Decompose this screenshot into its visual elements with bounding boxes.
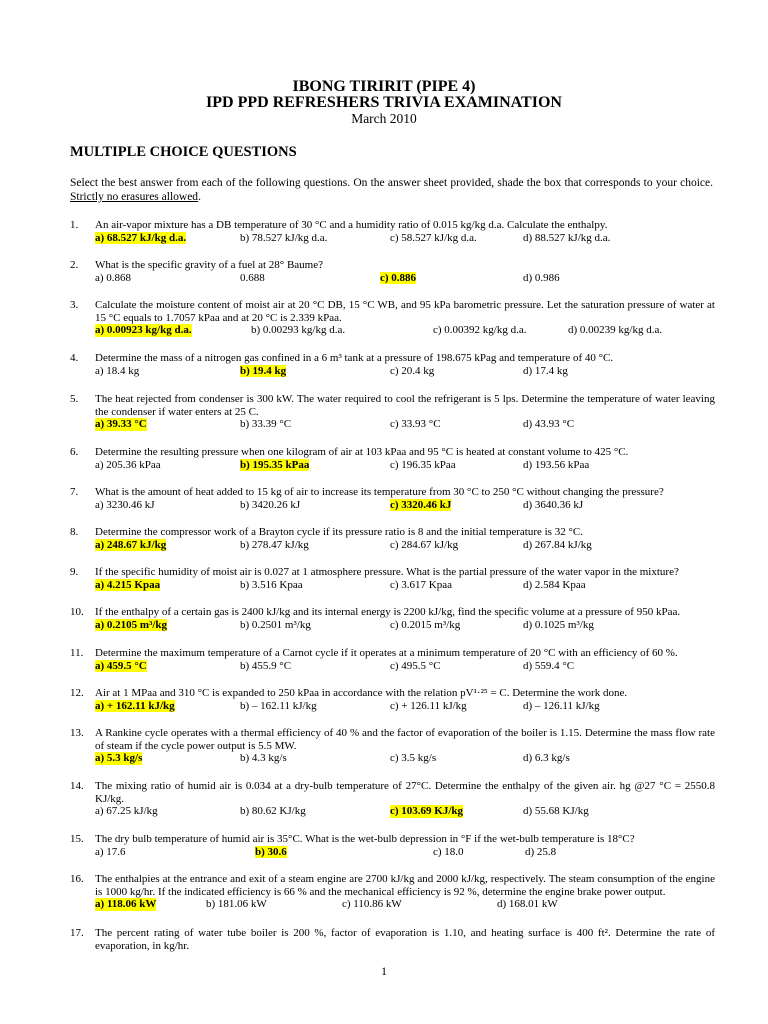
question-item bbox=[70, 780, 715, 818]
answer-choice: b) 0.00293 kg/kg d.a. bbox=[251, 324, 346, 337]
choice-row bbox=[95, 539, 715, 552]
answer-choice: a) 18.4 kg bbox=[95, 364, 140, 377]
answer-choice-highlighted: a) 5.3 kg/s bbox=[95, 752, 143, 765]
answer-choice-highlighted: c) 3320.46 kJ bbox=[390, 498, 452, 511]
answer-choice: b) – 162.11 kJ/kg bbox=[240, 699, 317, 712]
choice-row bbox=[95, 232, 715, 245]
answer-choice-highlighted: a) + 162.11 kJ/kg bbox=[95, 699, 175, 712]
answer-choice: a) 0.868 bbox=[95, 271, 132, 284]
question-item bbox=[70, 352, 715, 378]
question-number: 14. bbox=[70, 780, 84, 792]
question-text: The dry bulb temperature of humid air is 35°C. What is the wet-bulb depression in °F if the wet-bulb temperature is 18°C? bbox=[95, 833, 635, 845]
answer-choice: b) 0.2501 m³/kg bbox=[240, 618, 311, 631]
choice-row bbox=[95, 660, 715, 673]
answer-choice-highlighted: a) 68.527 kJ/kg d.a. bbox=[95, 231, 187, 244]
answer-choice: a) 205.36 kPaa bbox=[95, 458, 161, 471]
question-text: Determine the mass of a nitrogen gas confined in a 6 m³ tank at a pressure of 198.675 kPag and temperature of 40 °C. bbox=[95, 352, 614, 364]
answer-choice-highlighted: a) 39.33 °C bbox=[95, 418, 147, 431]
question-text: Determine the maximum temperature of a Carnot cycle if it operates at a minimum temperature of 20 °C with an efficiency of 60 %. bbox=[95, 647, 678, 659]
answer-choice: d) – 126.11 kJ/kg bbox=[523, 699, 600, 712]
question-text: The mixing ratio of humid air is 0.034 at a dry-bulb temperature of 27°C. Determine the enthalpy of the given air. hg @27 °C = 2550.8 KJ/kg. bbox=[95, 780, 715, 805]
question-number: 13. bbox=[70, 727, 84, 739]
instructions-end: . bbox=[198, 191, 201, 203]
choice-row bbox=[95, 846, 715, 859]
answer-choice-highlighted: a) 4.215 Kpaa bbox=[95, 578, 161, 591]
choice-row bbox=[95, 365, 715, 378]
answer-choice: c) 495.5 °C bbox=[390, 659, 441, 672]
answer-choice: c) 110.86 kW bbox=[342, 898, 402, 911]
question-item bbox=[70, 873, 715, 911]
question-text: A Rankine cycle operates with a thermal efficiency of 40 % and the factor of evaporation of the boiler is 1.15. Determine the mass flow rate of steam if the cycle power output is 5.5 MW. bbox=[95, 727, 715, 752]
answer-choice: c) 196.35 kPaa bbox=[390, 458, 456, 471]
answer-choice-highlighted: b) 30.6 bbox=[255, 845, 287, 858]
question-item bbox=[70, 393, 715, 431]
exam-title: IPD PPD REFRESHERS TRIVIA EXAMINATION bbox=[206, 94, 562, 111]
answer-choice: d) 0.986 bbox=[523, 271, 560, 284]
answer-choice: d) 25.8 bbox=[525, 845, 557, 858]
question-item bbox=[70, 486, 715, 512]
answer-choice: b) 3.516 Kpaa bbox=[240, 578, 303, 591]
answer-choice: b) 78.527 kJ/kg d.a. bbox=[240, 231, 328, 244]
answer-choice-highlighted: a) 0.00923 kg/kg d.a. bbox=[95, 324, 192, 337]
question-text: What is the amount of heat added to 15 kg of air to increase its temperature from 30 °C to 250 °C without changing the pressure? bbox=[95, 486, 664, 498]
question-number: 1. bbox=[70, 219, 79, 231]
answer-choice-highlighted: a) 459.5 °C bbox=[95, 659, 147, 672]
answer-choice: b) 3420.26 kJ bbox=[240, 498, 301, 511]
choice-row bbox=[95, 579, 715, 592]
answer-choice-highlighted: c) 103.69 KJ/kg bbox=[390, 805, 464, 818]
answer-choice: d) 0.00239 kg/kg d.a. bbox=[568, 324, 663, 337]
answer-choice: b) 278.47 kJ/kg bbox=[240, 538, 309, 551]
answer-choice: d) 55.68 KJ/kg bbox=[523, 805, 589, 818]
question-number: 9. bbox=[70, 566, 79, 578]
answer-choice: c) 284.67 kJ/kg bbox=[390, 538, 459, 551]
question-number: 7. bbox=[70, 486, 79, 498]
question-text: An air-vapor mixture has a DB temperature of 30 °C and a humidity ratio of 0.015 kg/kg d.a. Calculate the enthalpy. bbox=[95, 219, 608, 231]
answer-choice: d) 193.56 kPaa bbox=[523, 458, 590, 471]
choice-row bbox=[95, 898, 715, 911]
question-number: 17. bbox=[70, 927, 84, 939]
answer-choice: a) 67.25 kJ/kg bbox=[95, 805, 158, 818]
choice-row bbox=[95, 499, 715, 512]
answer-choice-highlighted: c) 0.886 bbox=[380, 271, 417, 284]
answer-choice: a) 17.6 bbox=[95, 845, 126, 858]
answer-choice: d) 2.584 Kpaa bbox=[523, 578, 586, 591]
question-item bbox=[70, 219, 715, 245]
answer-choice: c) 20.4 kg bbox=[390, 364, 435, 377]
instructions bbox=[70, 176, 713, 204]
answer-choice: d) 267.84 kJ/kg bbox=[523, 538, 592, 551]
question-text: The percent rating of water tube boiler is 200 %, factor of evaporation is 1.10, and heating surface is 400 ft². Determine the rate of evaporation, in kg/hr. bbox=[95, 927, 715, 952]
question-item bbox=[70, 687, 715, 713]
answer-choice-highlighted: a) 248.67 kJ/kg bbox=[95, 538, 167, 551]
instructions-emphasis: Strictly no erasures allowed bbox=[70, 191, 199, 203]
answer-choice: c) 0.00392 kg/kg d.a. bbox=[433, 324, 527, 337]
question-text: The heat rejected from condenser is 300 kW. The water required to cool the refrigerant is 5 lps. Determine the temperature of water leaving the condenser if water enters at 25 C. bbox=[95, 393, 715, 418]
answer-choice: b) 4.3 kg/s bbox=[240, 752, 287, 765]
answer-choice: d) 168.01 kW bbox=[497, 898, 558, 911]
choice-row bbox=[95, 752, 715, 765]
choice-row bbox=[95, 324, 715, 337]
answer-choice: b) 455.9 °C bbox=[240, 659, 292, 672]
question-text: Determine the resulting pressure when one kilogram of air at 103 kPaa and 95 °C is heated at constant volume to 425 °C. bbox=[95, 446, 629, 458]
question-number: 2. bbox=[70, 259, 79, 271]
question-item bbox=[70, 259, 715, 285]
choice-row bbox=[95, 805, 715, 818]
answer-choice-highlighted: a) 0.2105 m³/kg bbox=[95, 618, 168, 631]
question-number: 11. bbox=[70, 647, 84, 659]
question-item bbox=[70, 606, 715, 632]
answer-choice-highlighted: b) 19.4 kg bbox=[240, 364, 287, 377]
answer-choice: c) + 126.11 kJ/kg bbox=[390, 699, 467, 712]
choice-row bbox=[95, 619, 715, 632]
question-item bbox=[70, 299, 715, 337]
choice-row bbox=[95, 700, 715, 713]
answer-choice: d) 3640.36 kJ bbox=[523, 498, 584, 511]
question-text: If the enthalpy of a certain gas is 2400 kJ/kg and its internal energy is 2200 kJ/kg, find the specific volume at a pressure of 950 kPaa. bbox=[95, 606, 681, 618]
answer-choice: c) 33.93 °C bbox=[390, 418, 441, 431]
question-item bbox=[70, 727, 715, 765]
choice-row bbox=[95, 272, 715, 285]
question-item bbox=[70, 566, 715, 592]
answer-choice: a) 3230.46 kJ bbox=[95, 498, 155, 511]
page-number: 1 bbox=[381, 964, 387, 978]
answer-choice: d) 43.93 °C bbox=[523, 418, 575, 431]
question-item bbox=[70, 927, 715, 952]
question-text: If the specific humidity of moist air is 0.027 at 1 atmosphere pressure. What is the partial pressure of the water vapor in the mixture? bbox=[95, 566, 679, 578]
question-item bbox=[70, 833, 715, 859]
question-number: 5. bbox=[70, 393, 79, 405]
question-text: Air at 1 MPaa and 310 °C is expanded to 250 kPaa in accordance with the relation pV¹·²⁵ = C. Determine the work done. bbox=[95, 687, 628, 699]
answer-choice: d) 88.527 kJ/kg d.a. bbox=[523, 231, 611, 244]
answer-choice: c) 18.0 bbox=[433, 845, 464, 858]
answer-choice: d) 17.4 kg bbox=[523, 364, 568, 377]
question-number: 15. bbox=[70, 833, 84, 845]
answer-choice: d) 559.4 °C bbox=[523, 659, 575, 672]
question-number: 12. bbox=[70, 687, 84, 699]
answer-choice: d) 6.3 kg/s bbox=[523, 752, 570, 765]
answer-choice: b) 33.39 °C bbox=[240, 418, 292, 431]
answer-choice-highlighted: b) 195.35 kPaa bbox=[240, 458, 310, 471]
answer-choice: c) 3.617 Kpaa bbox=[390, 578, 453, 591]
answer-choice: b) 181.06 kW bbox=[206, 898, 267, 911]
question-text: What is the specific gravity of a fuel at 28° Baume? bbox=[95, 259, 323, 271]
question-number: 3. bbox=[70, 299, 79, 311]
exam-group-title: IBONG TIRIRIT (PIPE 4) bbox=[292, 78, 476, 95]
question-number: 6. bbox=[70, 446, 79, 458]
question-text: The enthalpies at the entrance and exit of a steam engine are 2700 kJ/kg and 2000 kJ/kg, respectively. The steam consumption of the engine is 1000 kg/hr. If the indicated efficiency is 66 % and the mechanical efficiency is 92 %, determine the engine brake power output. bbox=[95, 873, 715, 898]
question-number: 8. bbox=[70, 526, 79, 538]
answer-choice: 0.688 bbox=[240, 271, 265, 284]
question-item bbox=[70, 647, 715, 673]
choice-row bbox=[95, 459, 715, 472]
answer-choice: c) 3.5 kg/s bbox=[390, 752, 437, 765]
question-number: 16. bbox=[70, 873, 84, 885]
choice-row bbox=[95, 418, 715, 431]
answer-choice: c) 58.527 kJ/kg d.a. bbox=[390, 231, 477, 244]
answer-choice: c) 0.2015 m³/kg bbox=[390, 618, 461, 631]
question-number: 4. bbox=[70, 352, 79, 364]
instructions-text: Select the best answer from each of the following questions. On the answer sheet provided, shade the box that corresponds to your choice. bbox=[70, 177, 713, 189]
section-title: MULTIPLE CHOICE QUESTIONS bbox=[70, 144, 297, 160]
question-text: Determine the compressor work of a Brayton cycle if its pressure ratio is 8 and the initial temperature is 32 °C. bbox=[95, 526, 583, 538]
answer-choice: d) 0.1025 m³/kg bbox=[523, 618, 594, 631]
question-item bbox=[70, 446, 715, 472]
question-item bbox=[70, 526, 715, 552]
answer-choice: b) 80.62 KJ/kg bbox=[240, 805, 306, 818]
exam-date: March 2010 bbox=[351, 111, 417, 126]
question-number: 10. bbox=[70, 606, 84, 618]
answer-choice-highlighted: a) 118.06 kW bbox=[95, 898, 157, 911]
question-text: Calculate the moisture content of moist air at 20 °C DB, 15 °C WB, and 95 kPa barometric pressure. Let the saturation pressure of water at 15 °C equals to 1.7057 kPaa and at 20 °C is 2.339 kPaa. bbox=[95, 299, 715, 324]
